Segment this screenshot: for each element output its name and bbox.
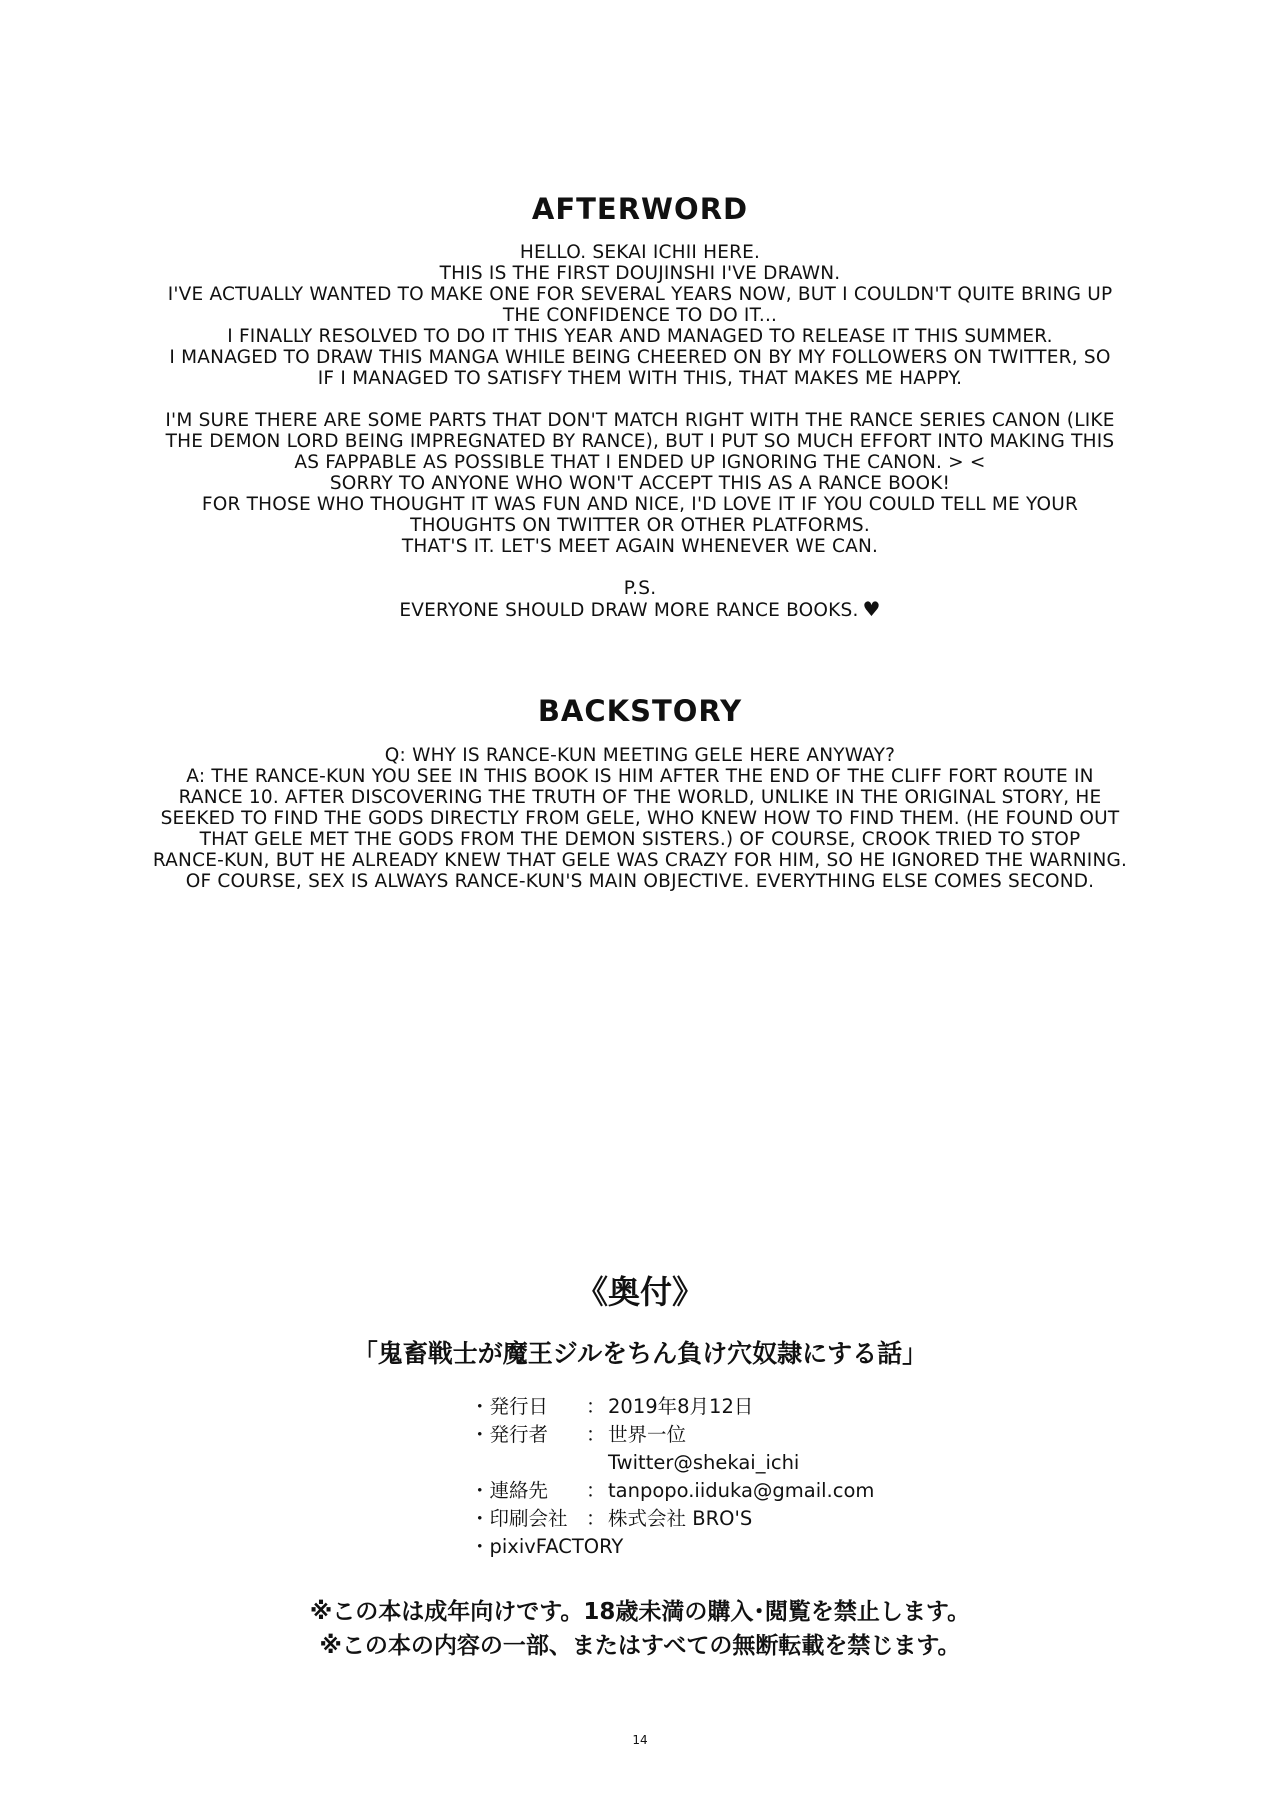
info-label: [470, 1449, 586, 1477]
afterword-line: THE CONFIDENCE TO DO IT...: [502, 305, 778, 326]
book-title: 「鬼畜戦士が魔王ジルをちん負け穴奴隷にする話」: [352, 1339, 928, 1368]
info-value: tanpopo.iiduka@gmail.com: [608, 1479, 875, 1502]
backstory-line: RANCE 10. AFTER DISCOVERING THE TRUTH OF THE WORLD, UNLIKE IN THE ORIGINAL STORY, HE: [178, 787, 1102, 808]
info-row-pixiv: [470, 1533, 874, 1561]
backstory-line: OF COURSE, SEX IS ALWAYS RANCE-KUN'S MAIN OBJECTIVE. EVERYTHING ELSE COMES SECOND.: [185, 871, 1095, 892]
info-label: ・発行者: [470, 1423, 549, 1446]
afterword-final-line: [60, 599, 1220, 620]
afterword-line: I FINALLY RESOLVED TO DO IT THIS YEAR AND MANAGED TO RELEASE IT THIS SUMMER.: [227, 326, 1053, 347]
colophon-info-table: [470, 1393, 874, 1561]
afterword-line: THAT'S IT. LET'S MEET AGAIN WHENEVER WE CAN.: [401, 536, 879, 557]
info-row-publish-date: [470, 1393, 874, 1421]
info-value: 株式会社 BRO'S: [608, 1507, 753, 1530]
heart-icon: ♥: [862, 597, 881, 621]
colophon-notices: [0, 1595, 1280, 1663]
info-row-printer: [470, 1505, 874, 1533]
info-label: ・印刷会社: [470, 1507, 568, 1530]
notice-line: ※この本は成年向けです。18歳未満の購入･閲覧を禁止します。: [309, 1599, 971, 1625]
backstory-title: BACKSTORY: [537, 694, 743, 728]
afterword-line: AS FAPPABLE AS POSSIBLE THAT I ENDED UP IGNORING THE CANON. > <: [294, 452, 986, 473]
info-label: ・発行日: [470, 1395, 549, 1418]
backstory-body: [60, 745, 1220, 892]
afterword-line: P.S.: [623, 578, 657, 599]
info-separator: ：: [586, 1423, 606, 1446]
info-label: ・pixivFACTORY: [470, 1535, 624, 1558]
backstory-line: Q: WHY IS RANCE-KUN MEETING GELE HERE ANYWAY?: [384, 745, 896, 766]
info-separator: ：: [586, 1479, 606, 1502]
info-separator: ：: [586, 1395, 606, 1418]
page-number: 14: [632, 1733, 648, 1747]
notice-line: ※この本の内容の一部、またはすべての無断転載を禁じます。: [319, 1633, 961, 1659]
afterword-title: AFTERWORD: [531, 192, 749, 226]
backstory-line: RANCE-KUN, BUT HE ALREADY KNEW THAT GELE WAS CRAZY FOR HIM, SO HE IGNORED THE WARNING.: [152, 850, 1128, 871]
afterword-line: THIS IS THE FIRST DOUJINSHI I'VE DRAWN.: [439, 263, 841, 284]
afterword-line: THE DEMON LORD BEING IMPREGNATED BY RANCE), BUT I PUT SO MUCH EFFORT INTO MAKING THIS: [165, 431, 1115, 452]
afterword-line: I'M SURE THERE ARE SOME PARTS THAT DON'T MATCH RIGHT WITH THE RANCE SERIES CANON (LIKE: [165, 410, 1115, 431]
info-value: 2019年8月12日: [608, 1395, 754, 1418]
afterword-line: THOUGHTS ON TWITTER OR OTHER PLATFORMS.: [410, 515, 870, 536]
afterword-body: [60, 242, 1220, 620]
info-separator: [586, 1449, 608, 1477]
backstory-line: SEEKED TO FIND THE GODS DIRECTLY FROM GELE, WHO KNEW HOW TO FIND THEM. (HE FOUND OUT: [160, 808, 1120, 829]
info-value: 世界一位: [608, 1423, 687, 1446]
colophon-title: 《奥付》: [575, 1273, 704, 1311]
afterword-line: IF I MANAGED TO SATISFY THEM WITH THIS, THAT MAKES ME HAPPY.: [317, 368, 963, 389]
backstory-line: A: THE RANCE-KUN YOU SEE IN THIS BOOK IS HIM AFTER THE END OF THE CLIFF FORT ROUTE IN: [186, 766, 1094, 787]
afterword-line: I MANAGED TO DRAW THIS MANGA WHILE BEING CHEERED ON BY MY FOLLOWERS ON TWITTER, SO: [169, 347, 1111, 368]
info-label: ・連絡先: [470, 1479, 549, 1502]
backstory-line: THAT GELE MET THE GODS FROM THE DEMON SISTERS.) OF COURSE, CROOK TRIED TO STOP: [199, 829, 1081, 850]
afterword-line: HELLO. SEKAI ICHII HERE.: [519, 242, 761, 263]
info-row-contact: [470, 1477, 874, 1505]
info-separator: ：: [586, 1507, 606, 1530]
afterword-line: FOR THOSE WHO THOUGHT IT WAS FUN AND NICE, I'D LOVE IT IF YOU COULD TELL ME YOUR: [201, 494, 1079, 515]
afterword-line: SORRY TO ANYONE WHO WON'T ACCEPT THIS AS A RANCE BOOK!: [329, 473, 951, 494]
afterword-line: I'VE ACTUALLY WANTED TO MAKE ONE FOR SEVERAL YEARS NOW, BUT I COULDN'T QUITE BRING UP: [167, 284, 1113, 305]
info-value: Twitter@shekai_ichi: [608, 1451, 800, 1474]
info-row-publisher: [470, 1421, 874, 1449]
afterword-line: EVERYONE SHOULD DRAW MORE RANCE BOOKS.: [399, 600, 859, 621]
info-row-twitter: [470, 1449, 874, 1477]
